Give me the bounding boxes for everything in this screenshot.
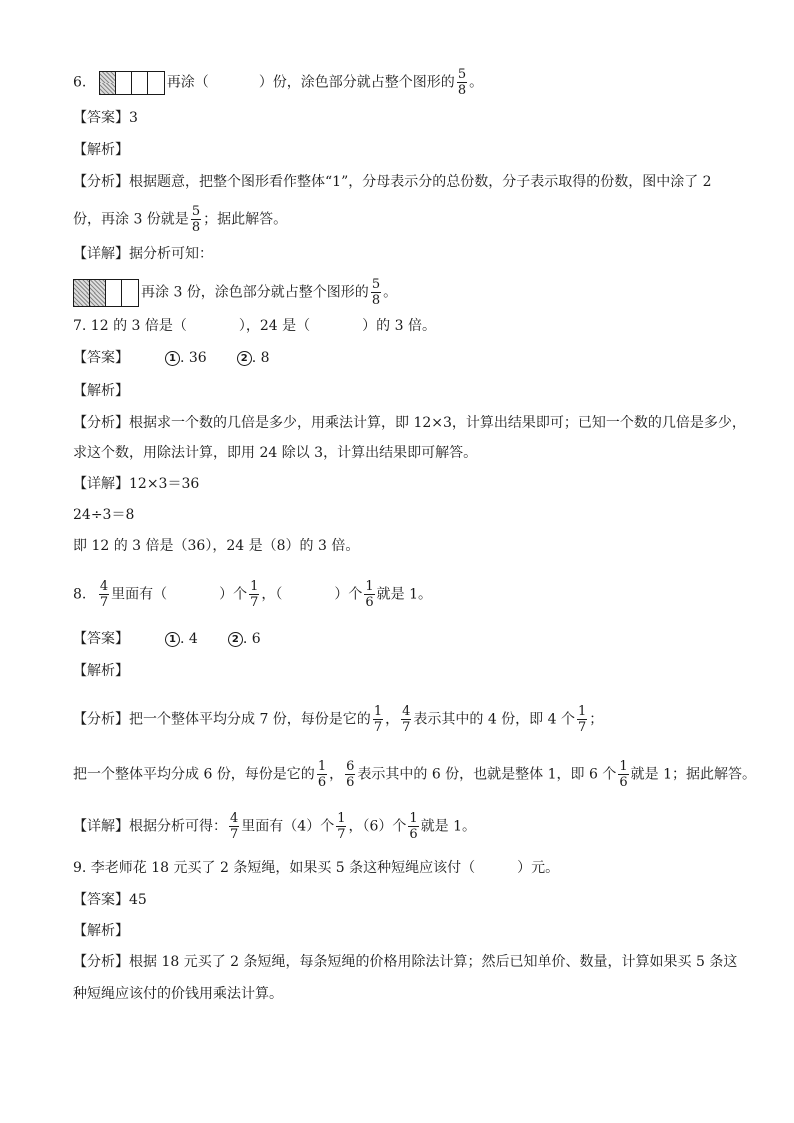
fraction: $\frac{5}{8}$ (457, 67, 467, 98)
fraction: $\frac{1}{6}$ (365, 579, 374, 610)
q6-xiangjie-2: 再涂 3 份，涂色部分就占整个图形的 $\frac{5}{8}$ 。 (73, 278, 734, 307)
fraction: $\frac{1}{7}$ (337, 811, 346, 842)
q9-stem: 9. 李老师花 18 元买了 2 条短绳，如果买 5 条这种短绳应该付（ ）元。 (73, 860, 560, 876)
q8-jiexi: 【解析】 (73, 663, 129, 679)
q7-stem: 7. 12 的 3 倍是（ ），24 是（ ）的 3 倍。 (73, 318, 436, 334)
fraction: $\frac{6}{6}$ (346, 759, 355, 790)
q6-fenxi-2: 份，再涂 3 份就是 $\frac{5}{8}$ ；据此解答。 (73, 204, 288, 235)
q6-xiangjie: 【详解】据分析可知： (73, 246, 213, 262)
q7-jiexi: 【解析】 (73, 383, 129, 399)
circled-number: 2 (237, 351, 252, 366)
fraction: $\frac{1}{6}$ (619, 759, 628, 790)
fraction: $\frac{1}{6}$ (317, 759, 327, 790)
q6-answer: 【答案】3 (73, 110, 138, 126)
fraction: $\frac{4}{7}$ (402, 704, 411, 735)
q8-answer: 【答案】 1 . 4 2 . 6 (73, 631, 261, 647)
q7-fenxi-2: 求这个数，用除法计算，即用 24 除以 3，计算出结果即可解答。 (73, 445, 478, 461)
q7-xiangjie: 【详解】12×3＝36 (73, 476, 200, 492)
grid-figure (73, 279, 139, 307)
q7-fenxi: 【分析】根据求一个数的几倍是多少，用乘法计算，即 12×3，计算出结果即可；已知一个数的几倍是多少， (73, 415, 746, 431)
q8-stem: 8. $\frac{4}{7}$ 里面有（ ）个 $\frac{1}{7}$ ，（ ）个 $\frac{1}{6}$ 就是 1。 (73, 579, 433, 610)
circled-number: 1 (165, 632, 180, 647)
q9-answer: 【答案】45 (73, 892, 147, 908)
circled-number: 2 (228, 632, 243, 647)
q6-jiexi: 【解析】 (73, 142, 129, 158)
q6-stem: 6. 再涂（ ）份，涂色部分就占整个图形的 $\frac{5}{8}$ 。 (73, 67, 484, 98)
question-number: 6. (73, 74, 87, 91)
fraction: $\frac{1}{7}$ (373, 704, 383, 735)
q6-fenxi: 【分析】根据题意，把整个图形看作整体“1”，分母表示分的总份数，分子表示取得的份数，图中涂了 2 (73, 174, 712, 190)
fraction: $\frac{5}{8}$ (191, 204, 201, 235)
q7-answer: 【答案】 1 . 36 2 . 8 (73, 350, 270, 366)
fraction: $\frac{1}{7}$ (578, 704, 587, 735)
fraction: $\frac{4}{7}$ (230, 811, 239, 842)
q8-fenxi: 【分析】把一个整体平均分成 7 份，每份是它的 $\frac{1}{7}$ ， $\frac{4}{7}$ 表示其中的 4 份，即 4 个 $\frac{1}{7}$ ； (73, 704, 604, 735)
fraction: $\frac{1}{7}$ (250, 579, 259, 610)
q9-fenxi-2: 种短绳应该付的价钱用乘法计算。 (73, 986, 283, 1002)
q9-jiexi: 【解析】 (73, 923, 129, 939)
q8-fenxi-2: 把一个整体平均分成 6 份，每份是它的 $\frac{1}{6}$ ， $\frac{6}{6}$ 表示其中的 6 份，也就是整体 1，即 6 个 $\frac{1}{6}$ 就是 1；据此解答。 (73, 759, 756, 790)
q7-xiangjie-3: 即 12 的 3 倍是（36），24 是（8）的 3 倍。 (73, 538, 360, 554)
q7-xiangjie-2: 24÷3＝8 (73, 507, 135, 523)
grid-figure (99, 71, 165, 95)
q8-xiangjie: 【详解】根据分析可得： $\frac{4}{7}$ 里面有（4）个 $\frac{1}{7}$ ，（6）个 $\frac{1}{6}$ 就是 1。 (73, 811, 477, 842)
circled-number: 1 (165, 351, 180, 366)
fraction: $\frac{4}{7}$ (99, 579, 109, 610)
q9-fenxi: 【分析】根据 18 元买了 2 条短绳，每条短绳的价格用除法计算；然后已知单价、数量，计算如果买 5 条这 (73, 954, 738, 970)
fraction: $\frac{5}{8}$ (371, 277, 381, 308)
fraction: $\frac{1}{6}$ (409, 811, 418, 842)
